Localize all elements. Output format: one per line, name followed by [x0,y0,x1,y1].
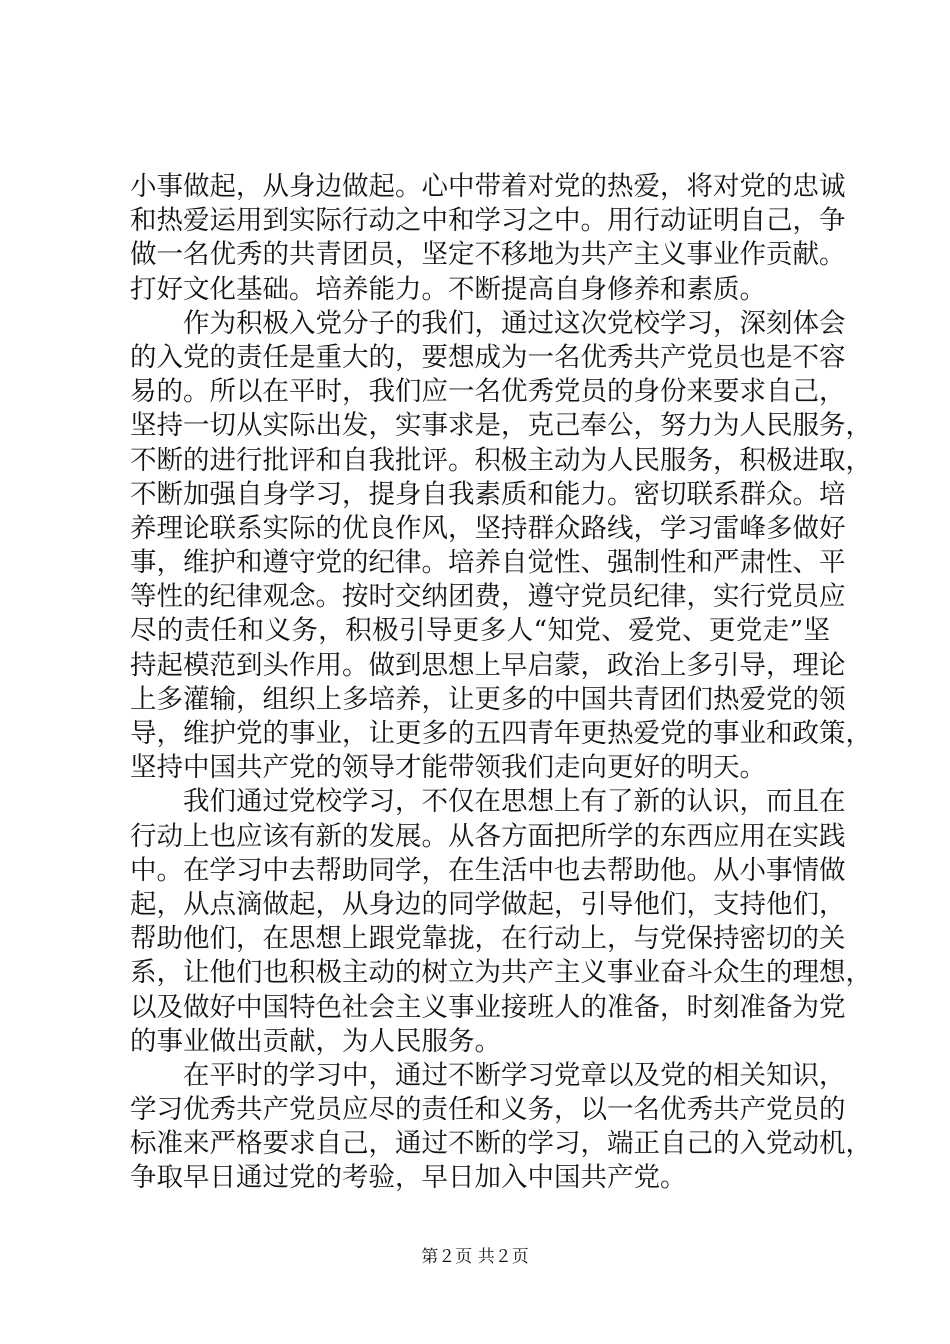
text-line: 标准来严格要求自己，通过不断的学习，端正自己的入党动机， [130,1128,872,1160]
text-line: 养理论联系实际的优良作风，坚持群众路线，学习雷峰多做好 [130,512,846,544]
text-line: 和热爱运用到实际行动之中和学习之中。用行动证明自己，争 [130,205,846,237]
text-line: 以及做好中国特色社会主义事业接班人的准备，时刻准备为党 [130,991,846,1023]
text-line: 中。在学习中去帮助同学，在生活中也去帮助他。从小事情做 [130,854,846,886]
text-line: 等性的纪律观念。按时交纳团费，遵守党员纪律，实行党员应 [130,581,846,613]
text-line: 坚持中国共产党的领导才能带领我们走向更好的明天。 [130,752,766,784]
text-line: 易的。所以在平时，我们应一名优秀党员的身份来要求自己， [130,376,846,408]
text-line: 的入党的责任是重大的，要想成为一名优秀共产党员也是不容 [130,341,846,373]
text-line: 起，从点滴做起，从身边的同学做起，引导他们，支持他们， [130,888,846,920]
text-line: 导，维护党的事业，让更多的五四青年更热爱党的事业和政策， [130,718,872,749]
text-line: 在平时的学习中，通过不断学习党章以及党的相关知识， [183,1059,846,1091]
page-number-footer: 第２页 共２页 [421,1247,529,1267]
paragraph-1 [130,170,846,307]
paragraph-4 [130,1059,872,1196]
text-line: 打好文化基础。培养能力。不断提高自身修养和素质。 [130,273,766,305]
text-line: 小事做起，从身边做起。心中带着对党的热爱，将对党的忠诚 [130,171,846,202]
text-line: 作为积极入党分子的我们，通过这次党校学习，深刻体会 [183,307,846,339]
text-line: 的事业做出贡献，为人民服务。 [130,1025,501,1057]
text-line: 系，让他们也积极主动的树立为共产主义事业奋斗众生的理想， [130,957,872,989]
text-line: 尽的责任和义务，积极引导更多人“知党、爱党、更党走”坚 [130,615,830,647]
text-line: 做一名优秀的共青团员，坚定不移地为共产主义事业作贡献。 [130,239,846,271]
paragraph-2 [130,307,872,786]
text-line: 争取早日通过党的考验，早日加入中国共产党。 [130,1162,687,1194]
text-line: 帮助他们，在思想上跟党靠拢，在行动上，与党保持密切的关 [130,923,846,955]
text-line: 坚持一切从实际出发，实事求是，克己奉公，努力为人民服务， [130,410,872,442]
text-line: 学习优秀共产党员应尽的责任和义务，以一名优秀共产党员的 [130,1094,846,1126]
text-line: 我们通过党校学习，不仅在思想上有了新的认识，而且在 [183,786,846,818]
text-line: 行动上也应该有新的发展。从各方面把所学的东西应用在实践 [130,820,846,852]
body-text [130,170,872,1196]
paragraph-3 [130,785,872,1059]
text-line: 不断的进行批评和自我批评。积极主动为人民服务，积极进取， [130,444,872,476]
text-line: 不断加强自身学习，提身自我素质和能力。密切联系群众。培 [130,478,846,510]
text-line: 事，维护和遵守党的纪律。培养自觉性、强制性和严肃性、平 [130,547,846,579]
text-line: 持起模范到头作用。做到思想上早启蒙，政治上多引导，理论 [130,649,846,681]
text-line: 上多灌输，组织上多培养，让更多的中国共青团们热爱党的领 [130,683,846,715]
